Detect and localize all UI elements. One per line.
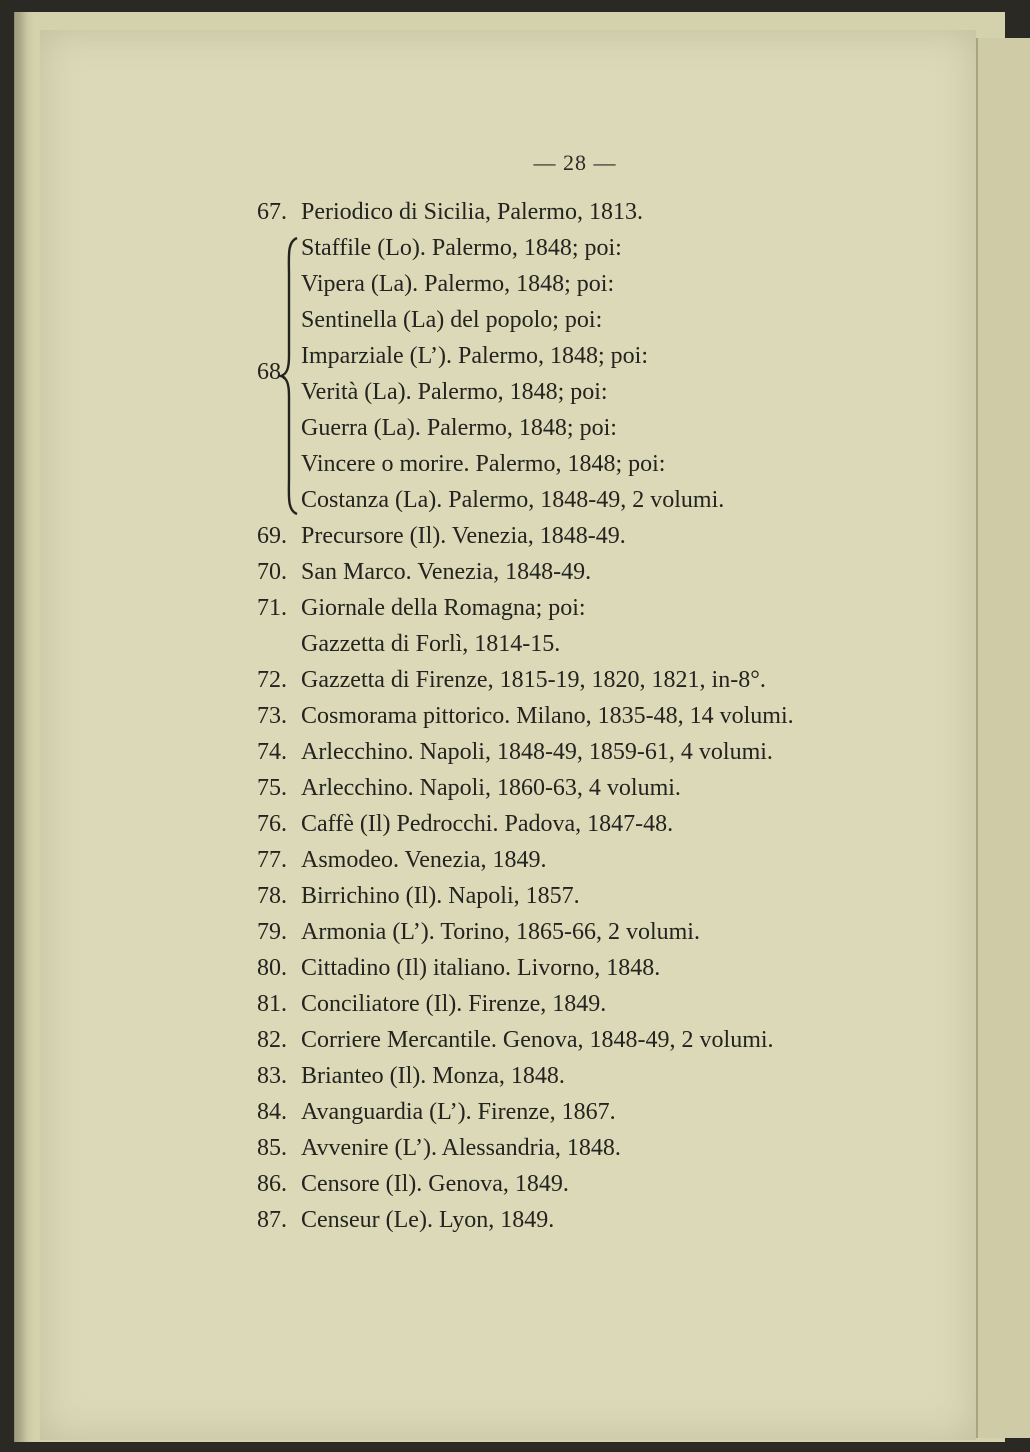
entry-text: Armonia (L’). Torino, 1865-66, 2 volumi.: [301, 919, 700, 945]
entry-text: Corriere Mercantile. Genova, 1848-49, 2 volumi.: [301, 1027, 774, 1053]
entry-text: San Marco. Venezia, 1848-49.: [301, 559, 592, 585]
entry-text: Arlecchino. Napoli, 1848-49, 1859-61, 4 volumi.: [301, 739, 773, 765]
left-brace-icon: [279, 236, 301, 516]
entry-text: Censore (Il). Genova, 1849.: [301, 1171, 569, 1197]
entry-number: 83.: [257, 1063, 287, 1089]
catalog-entry-67: [257, 194, 897, 230]
entry-68-line: Vipera (La). Palermo, 1848; poi:: [301, 271, 615, 297]
catalog-entry-82: [257, 1022, 897, 1058]
entry-68-lines: [301, 230, 724, 518]
entry-text: Cittadino (Il) italiano. Livorno, 1848.: [301, 955, 661, 981]
catalog-entry-79: [257, 914, 897, 950]
entry-text: Precursore (Il). Venezia, 1848-49.: [301, 523, 626, 549]
entry-text: Avvenire (L’). Alessandria, 1848.: [301, 1135, 621, 1161]
catalog-entry-71: [257, 590, 897, 662]
page-number: — 28 —: [533, 150, 617, 175]
catalog-entry-87: [257, 1202, 897, 1238]
catalog-entry-78: [257, 878, 897, 914]
entry-number: 82.: [257, 1027, 287, 1053]
entry-text: Caffè (Il) Pedrocchi. Padova, 1847-48.: [301, 811, 674, 837]
catalog-entry-68-group: [257, 230, 897, 518]
catalog-entry-86: [257, 1166, 897, 1202]
entry-number: 85.: [257, 1135, 287, 1161]
entry-text-continued: Gazzetta di Forlì, 1814-15.: [301, 631, 561, 657]
entry-number: 68.: [257, 359, 287, 385]
entry-number: 75.: [257, 775, 287, 801]
catalog-entry-70: [257, 554, 897, 590]
catalog-entry-74: [257, 734, 897, 770]
entry-number: 76.: [257, 811, 287, 837]
entry-text: Brianteo (Il). Monza, 1848.: [301, 1063, 565, 1089]
entry-68-line: Vincere o morire. Palermo, 1848; poi:: [301, 451, 666, 477]
catalog-entry-84: [257, 1094, 897, 1130]
entry-number: 71.: [257, 595, 287, 621]
catalog-entry-83: [257, 1058, 897, 1094]
entry-text: Giornale della Romagna; poi:: [301, 595, 586, 621]
entry-text: Periodico di Sicilia, Palermo, 1813.: [301, 199, 643, 225]
entry-text: Gazzetta di Firenze, 1815-19, 1820, 1821, in-8°.: [301, 667, 766, 693]
entry-number: 70.: [257, 559, 287, 585]
catalog-entry-85: [257, 1130, 897, 1166]
entry-number: 78.: [257, 883, 287, 909]
entry-text: Cosmorama pittorico. Milano, 1835-48, 14 volumi.: [301, 703, 794, 729]
catalog-entry-69: [257, 518, 897, 554]
entry-68-line: Costanza (La). Palermo, 1848-49, 2 volumi.: [301, 487, 725, 513]
entry-68-line: Sentinella (La) del popolo; poi:: [301, 307, 603, 333]
entry-text: Censeur (Le). Lyon, 1849.: [301, 1207, 555, 1233]
entry-text: Birrichino (Il). Napoli, 1857.: [301, 883, 580, 909]
entry-number: 74.: [257, 739, 287, 765]
catalog-entry-80: [257, 950, 897, 986]
entry-number: 87.: [257, 1207, 287, 1233]
entry-number: 79.: [257, 919, 287, 945]
entry-number: 86.: [257, 1171, 287, 1197]
entry-68-line: Imparziale (L’). Palermo, 1848; poi:: [301, 343, 649, 369]
entry-text: Arlecchino. Napoli, 1860-63, 4 volumi.: [301, 775, 681, 801]
entry-68-line: Verità (La). Palermo, 1848; poi:: [301, 379, 608, 405]
catalog-entry-75: [257, 770, 897, 806]
entry-text: Conciliatore (Il). Firenze, 1849.: [301, 991, 607, 1017]
entry-68-line: Guerra (La). Palermo, 1848; poi:: [301, 415, 617, 441]
entry-text: Asmodeo. Venezia, 1849.: [301, 847, 547, 873]
catalog-entry-73: [257, 698, 897, 734]
entry-number: 80.: [257, 955, 287, 981]
entry-number: 77.: [257, 847, 287, 873]
catalog-entry-76: [257, 806, 897, 842]
entry-number: 67.: [257, 199, 287, 225]
entry-text: Avanguardia (L’). Firenze, 1867.: [301, 1099, 616, 1125]
entry-68-line: Staffile (Lo). Palermo, 1848; poi:: [301, 235, 622, 261]
catalog-entry-72: [257, 662, 897, 698]
entry-number: 72.: [257, 667, 287, 693]
catalog-entry-77: [257, 842, 897, 878]
entry-number: 81.: [257, 991, 287, 1017]
catalog-entry-81: [257, 986, 897, 1022]
catalog-entries: [257, 194, 897, 1238]
entry-number: 84.: [257, 1099, 287, 1125]
entry-number: 69.: [257, 523, 287, 549]
entry-number: 73.: [257, 703, 287, 729]
facing-page-edge: [976, 38, 1030, 1438]
